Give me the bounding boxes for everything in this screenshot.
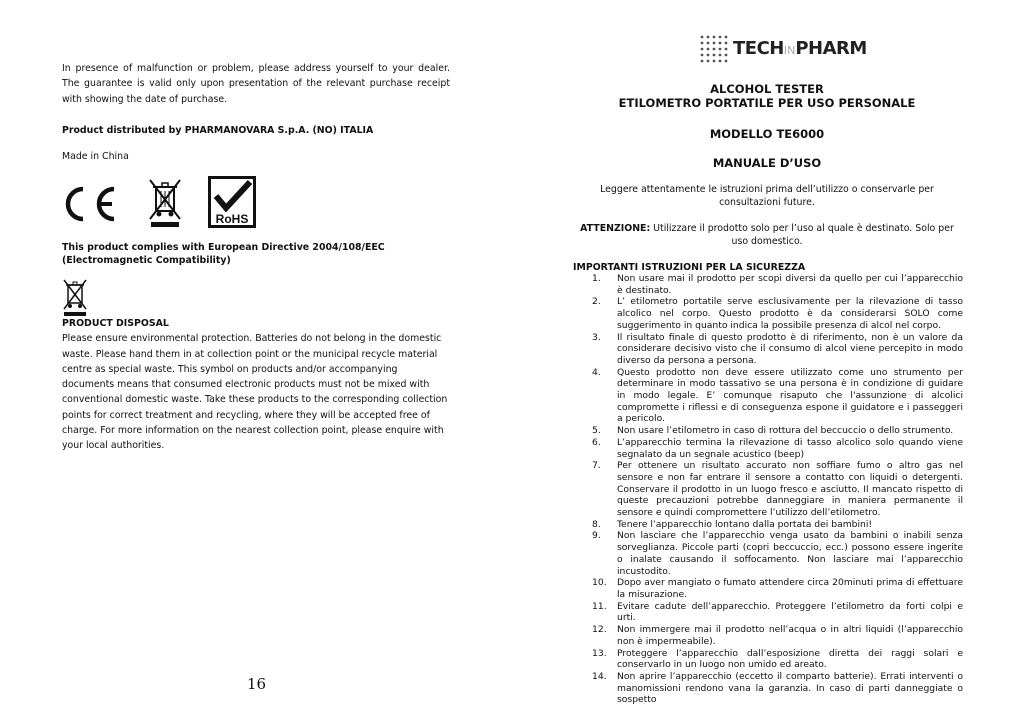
safety-item-number: 3.	[592, 331, 601, 343]
safety-item-number: 2.	[592, 296, 601, 308]
safety-item	[573, 367, 963, 426]
distributor-line: Product distributed by PHARMANOVARA S.p.A. (NO) ITALIA	[62, 125, 374, 136]
safety-item-text: Per ottenere un risultato accurato non soffiare fumo o altro gas nel sensore e non far entrare il sensore a contatto con liquidi o detergenti. Conservare il prodotto in un luogo fresco e asciutto. Il mancato rispetto di queste precauzioni potrebbe danneggiare in maniera permanente il sensore e quindi compromettere l’utilizzo dell’etilometro.	[617, 460, 963, 519]
title-line-2: ETILOMETRO PORTATILE PER USO PERSONALE	[618, 96, 916, 110]
safety-item-number: 14.	[592, 670, 607, 682]
safety-item-number: 13.	[592, 647, 607, 659]
model-heading: MODELLO TE6000	[709, 127, 825, 141]
safety-item	[573, 273, 963, 296]
safety-item	[573, 460, 963, 519]
right-page	[512, 0, 1024, 724]
safety-item	[573, 577, 963, 600]
read-instructions-note: Leggere attentamente le istruzioni prima dell’utilizzo o conservarle per consultazioni future.	[600, 184, 934, 208]
safety-item-number: 4.	[592, 366, 601, 378]
safety-item-text: Evitare cadute dell’apparecchio. Proteggere l’etilometro da forti colpi e urti.	[617, 600, 963, 624]
safety-item-number: 7.	[592, 460, 601, 472]
disposal-heading: PRODUCT DISPOSAL	[62, 318, 169, 329]
safety-item	[573, 332, 963, 367]
weee-bin-small-icon	[62, 278, 88, 316]
certification-marks	[62, 176, 262, 230]
disposal-section	[62, 316, 450, 454]
safety-item-text: Il risultato finale di questo prodotto è di riferimento, non è un valore da considerare decisivo visto che il consumo di alcol viene percepito in modo diverso da persona a persona.	[617, 331, 963, 366]
manual-heading: MANUALE D’USO	[712, 156, 822, 170]
safety-item-number: 12.	[592, 624, 607, 636]
safety-item	[573, 601, 963, 624]
safety-item-number: 11.	[592, 600, 607, 612]
safety-item-text: Non usare l’etilometro in caso di rottura del beccuccio o dello strumento.	[617, 425, 954, 437]
title-line-1: ALCOHOL TESTER	[710, 82, 824, 96]
guarantee-paragraph: In presence of malfunction or problem, please address yourself to your dealer. The guarantee is valid only upon presentation of the relevant purchase receipt with showing the date of purchase.	[62, 63, 450, 105]
safety-item	[573, 624, 963, 647]
directive-statement	[62, 241, 450, 267]
safety-item-text: Non aprire l’apparecchio (eccetto il comparto batterie). Errati interventi o manomissioni rendono vana la garanzia. In caso di parti danneggiate o sospetto	[617, 670, 963, 706]
disposal-paragraph: Please ensure environmental protection. Batteries do not belong in the domestic waste. Please hand them in at collection point or the municipal recycle material centre as special waste. This symbol on products and/or accompanying documents means that consumed electronic products must not be mixed with conventional domestic waste. Take these products to the corresponding collection points for correct treatment and recycling, where they will be accepted free of charge. For more information on the nearest collection point, please enquire with your local authorities.	[62, 333, 448, 452]
page-number: 16	[247, 675, 267, 693]
safety-heading: IMPORTANTI ISTRUZIONI PER LA SICUREZZA	[573, 262, 806, 273]
made-in-line: Made in China	[62, 151, 129, 162]
directive-line-1: This product complies with European Directive 2004/108/EEC	[62, 242, 385, 253]
logo-wordmark: TECHINPHARM	[733, 38, 867, 59]
svg-text:RoHS: RoHS	[215, 212, 249, 226]
ce-mark-icon	[62, 184, 118, 224]
safety-item-text: Dopo aver mangiato o fumato attendere circa 20minuti prima di effettuare la misurazione.	[617, 577, 963, 600]
rohs-check-icon	[208, 176, 256, 228]
safety-item-text: L’apparecchio termina la rilevazione di tasso alcolico solo quando viene segnalato da un segnale acustico (beep)	[617, 436, 963, 460]
directive-line-2: (Electromagnetic Compatibility)	[62, 255, 231, 266]
safety-item-text: Questo prodotto non deve essere utilizzato come uno strumento per determinare in modo tassativo se una persona è in condizione di guidare in modo legale. E’ comunque risaputo che l'assunzione di alcolici compromette i riflessi e di conseguenza espone il guidatore e i passeggeri a pericolo.	[617, 366, 963, 425]
warning-note	[572, 223, 962, 248]
safety-item-text: Non immergere mai il prodotto nell’acqua o in altri liquidi (l’apparecchio non è impermeabile).	[617, 624, 963, 647]
safety-item-number: 5.	[592, 425, 601, 437]
safety-instructions-list	[573, 273, 963, 706]
safety-item-text: L’ etilometro portatile serve esclusivamente per la rilevazione di tasso alcolico nel corpo. Questo prodotto è da considerarsi SOLO come suggerimento in quanto indica la possibile presenza di alcol nel corpo.	[617, 296, 963, 331]
safety-item-text: Proteggere l’apparecchio dall’esposizione diretta dei raggi solari e conservarlo in un luogo non umido ed areato.	[617, 647, 963, 671]
safety-item	[573, 425, 963, 437]
logo-dots-icon	[697, 32, 731, 66]
weee-bin-icon	[147, 177, 183, 227]
safety-item-number: 1.	[592, 273, 601, 284]
warning-label: ATTENZIONE:	[580, 223, 651, 234]
safety-item-number: 6.	[592, 436, 601, 448]
warning-text: Utilizzare il prodotto solo per l’uso al quale è destinato. Solo per uso domestico.	[650, 223, 954, 247]
safety-item-text: Non usare mai il prodotto per scopi diversi da quello per cui l’apparecchio è destinato.	[617, 273, 963, 296]
safety-item	[573, 519, 963, 531]
safety-item-number: 8.	[592, 518, 601, 530]
safety-item	[573, 296, 963, 331]
safety-item-number: 10.	[592, 577, 607, 589]
safety-item-number: 9.	[592, 530, 601, 542]
safety-item	[573, 437, 963, 460]
safety-item-text: Non lasciare che l’apparecchio venga usato da bambini o inabili senza sorveglianza. Piccole parti (copri beccuccio, ecc.) possono essere ingerite o inalate causando il soffocamento. Non lasciare mai l’apparecchio incustodito.	[617, 530, 963, 577]
safety-item	[573, 530, 963, 577]
safety-item-text: Tenere l’apparecchio lontano dalla portata dei bambini!	[617, 518, 873, 530]
safety-item	[573, 648, 963, 671]
safety-item	[573, 671, 963, 706]
techinpharm-logo	[697, 30, 867, 68]
